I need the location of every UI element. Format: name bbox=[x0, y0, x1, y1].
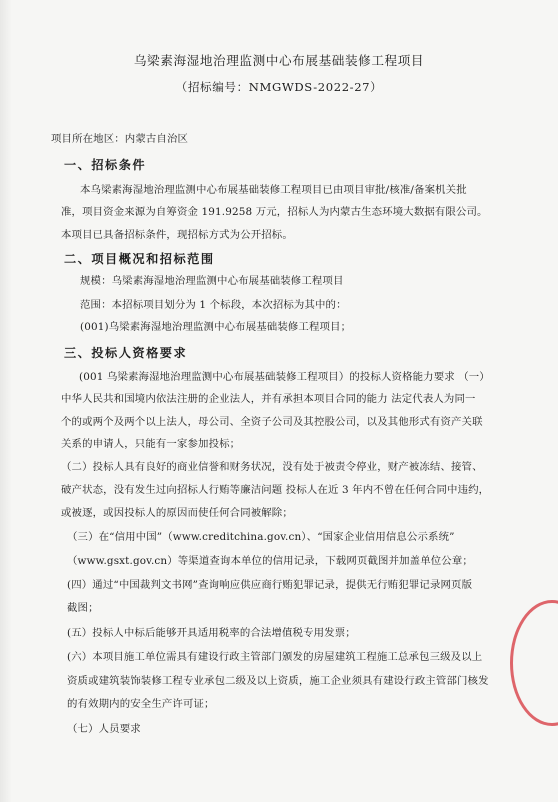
paragraph-line: 准，项目资金来源为自筹资金 191.9258 万元，招标人为内蒙古生态环境大数据有限公司。 bbox=[61, 206, 488, 218]
paragraph-line: 本乌梁素海湿地治理监测中心布展基础装修工程项目已由项目审批/核准/备案机关批 bbox=[80, 184, 467, 196]
paragraph-line: 破产状态，没有发生过向招标人行贿等廉洁问题 投标人在近 3 年内不曾在任何合同中违约， bbox=[61, 484, 490, 496]
document-title: 乌梁素海湿地治理监测中心布展基础装修工程项目 bbox=[133, 53, 425, 68]
paragraph-line: （七）人员要求 bbox=[67, 723, 141, 735]
project-lot: (001)乌梁素海湿地治理监测中心布展基础装修工程项目； bbox=[80, 321, 352, 333]
paragraph-line: （二）投标人具有良好的商业信誉和财务状况，没有处于被责令停业，财产被冻结、接管、 bbox=[61, 461, 483, 473]
paragraph-line: （www.gsxt.gov.cn）等渠道查询本单位的信用记录，下载网页截图并加盖单位公章； bbox=[67, 555, 473, 567]
paragraph-line: 截图； bbox=[67, 602, 99, 614]
paragraph-line: (六）本项目施工单位需具有建设行政主管部门颁发的房屋建筑工程施工总承包三级及以上 bbox=[67, 651, 483, 663]
paragraph-line: 本项目已具备招标条件，现招标方式为公开招标。 bbox=[61, 229, 293, 241]
paragraph-line: (五）投标人中标后能够开具适用税率的合法增值税专用发票； bbox=[67, 627, 356, 639]
section-heading-tender-conditions: 一、招标条件 bbox=[64, 158, 147, 172]
section-heading-project-overview: 二、项目概况和招标范围 bbox=[64, 252, 215, 266]
paragraph-line: 个的或两个及两个以上法人，母公司、全资子公司及其控股公司，以及其他形式有资产关联 bbox=[61, 416, 483, 428]
paragraph-line: 资质或建筑装饰装修工程专业承包二级及以上资质，施工企业须具有建设行政主管部门核发 bbox=[67, 675, 489, 687]
tender-number: （招标编号：NMGWDS-2022-27） bbox=[175, 80, 383, 94]
paragraph-line: (001 乌梁素海湿地治理监测中心布展基础装修工程项目）的投标人资格能力要求 （一） bbox=[79, 371, 490, 383]
scan-edge-shadow bbox=[0, 0, 12, 802]
paragraph-line: （三）在“信用中国”（www.creditchina.gov.cn）、“国家企业信用信息公示系统” bbox=[67, 531, 455, 543]
section-heading-qualification: 三、投标人资格要求 bbox=[64, 346, 188, 360]
paragraph-line: 关系的申请人，只能有一家参加投标； bbox=[61, 438, 241, 450]
company-seal bbox=[510, 600, 558, 726]
project-scale: 规模：乌梁素海湿地治理监测中心布展基础装修工程项目 bbox=[80, 275, 344, 287]
paragraph-line: 或被逐，或因投标人的原因而使任何合同被解除； bbox=[61, 507, 293, 519]
paragraph-line: (四）通过“中国裁判文书网”查询响应供应商行贿犯罪记录，提供无行贿犯罪记录网页版 bbox=[67, 579, 473, 591]
paragraph-line: 中华人民共和国境内依法注册的企业法人，并有承担本项目合同的能力 法定代表人为同一 bbox=[61, 393, 476, 405]
paragraph-line: 的有效期内的安全生产许可证； bbox=[67, 698, 215, 710]
project-location: 项目所在地区：内蒙古自治区 bbox=[51, 133, 189, 145]
project-scope: 范围：本招标项目划分为 1 个标段，本次招标为其中的： bbox=[80, 299, 347, 311]
